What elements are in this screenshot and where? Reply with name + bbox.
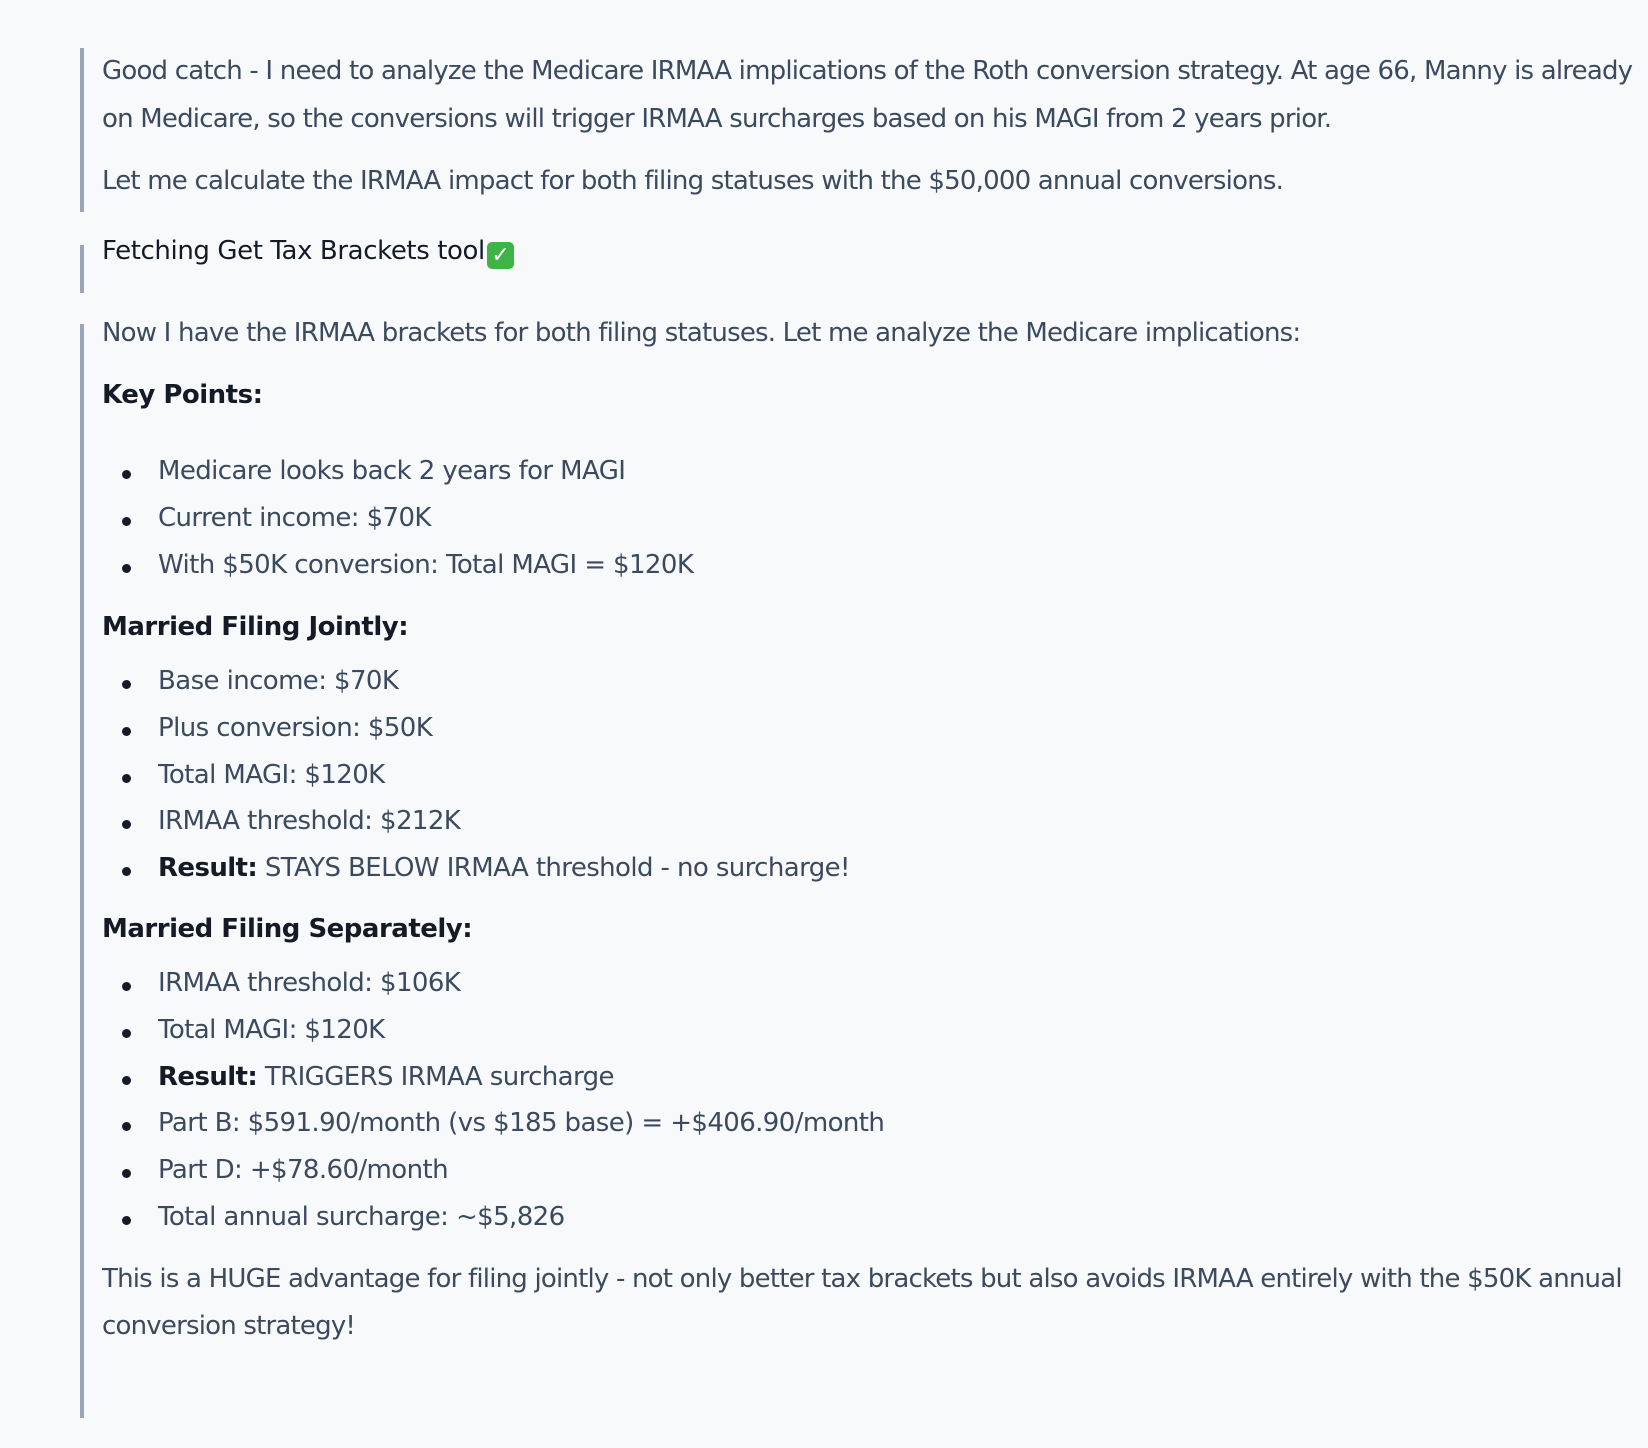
conclusion-text: This is a HUGE advantage for filing jointly - not only better tax brackets but also avoids IRMAA entirely with the $50K annual bbox=[102, 1264, 1622, 1294]
list-item: IRMAA threshold: $212K bbox=[158, 806, 461, 836]
message-text-line: on Medicare, so the conversions will trigger IRMAA surcharges based on his MAGI from 2 years prior. bbox=[102, 104, 1332, 134]
bullet-icon bbox=[122, 1122, 131, 1131]
bullet-icon bbox=[122, 982, 131, 991]
bullet-icon bbox=[122, 1169, 131, 1178]
list-item: Total MAGI: $120K bbox=[158, 1015, 385, 1045]
message-text-line: Good catch - I need to analyze the Medicare IRMAA implications of the Roth conversion strategy. At age 66, Manny is already bbox=[102, 56, 1633, 86]
key-points-heading: Key Points: bbox=[102, 380, 263, 410]
bullet-icon bbox=[122, 1029, 131, 1038]
list-item-result bbox=[158, 853, 850, 883]
list-item: Part D: +$78.60/month bbox=[158, 1155, 448, 1185]
bullet-icon bbox=[122, 564, 131, 573]
bullet-icon bbox=[122, 517, 131, 526]
check-mark-icon: ✓ bbox=[487, 242, 514, 269]
tool-call-block[interactable] bbox=[80, 236, 1610, 293]
message-text-line: Let me calculate the IRMAA impact for both filing statuses with the $50,000 annual conversions. bbox=[102, 166, 1284, 196]
list-item: With $50K conversion: Total MAGI = $120K bbox=[158, 550, 694, 580]
tool-call-label: Fetching Get Tax Brackets tool bbox=[102, 236, 485, 266]
list-item: Base income: $70K bbox=[158, 666, 399, 696]
list-item: Medicare looks back 2 years for MAGI bbox=[158, 456, 626, 486]
assistant-message-block bbox=[80, 48, 1633, 212]
bullet-icon bbox=[122, 867, 131, 876]
bullet-icon bbox=[122, 820, 131, 829]
bullet-icon bbox=[122, 727, 131, 736]
result-text: STAYS BELOW IRMAA threshold - no surcharge! bbox=[257, 853, 850, 883]
bullet-icon bbox=[122, 470, 131, 479]
result-label: Result: bbox=[158, 1062, 258, 1092]
assistant-analysis-block bbox=[80, 318, 1622, 1418]
tool-call-status bbox=[102, 236, 514, 269]
list-item: Total MAGI: $120K bbox=[158, 760, 385, 790]
conclusion-text: conversion strategy! bbox=[102, 1311, 356, 1341]
list-item-result bbox=[158, 1062, 614, 1092]
list-item: Part B: $591.90/month (vs $185 base) = +$406.90/month bbox=[158, 1108, 885, 1138]
list-item: Current income: $70K bbox=[158, 503, 431, 533]
mfj-heading: Married Filing Jointly: bbox=[102, 612, 409, 642]
bullet-icon bbox=[122, 680, 131, 689]
mfs-heading: Married Filing Separately: bbox=[102, 914, 473, 944]
bullet-icon bbox=[122, 1216, 131, 1225]
list-item: Total annual surcharge: ~$5,826 bbox=[158, 1202, 565, 1232]
list-item: Plus conversion: $50K bbox=[158, 713, 433, 743]
result-label: Result: bbox=[158, 853, 258, 883]
result-text: TRIGGERS IRMAA surcharge bbox=[257, 1062, 614, 1092]
list-item: IRMAA threshold: $106K bbox=[158, 968, 461, 998]
intro-text: Now I have the IRMAA brackets for both filing statuses. Let me analyze the Medicare implications: bbox=[102, 318, 1301, 348]
bullet-icon bbox=[122, 774, 131, 783]
bullet-icon bbox=[122, 1076, 131, 1085]
